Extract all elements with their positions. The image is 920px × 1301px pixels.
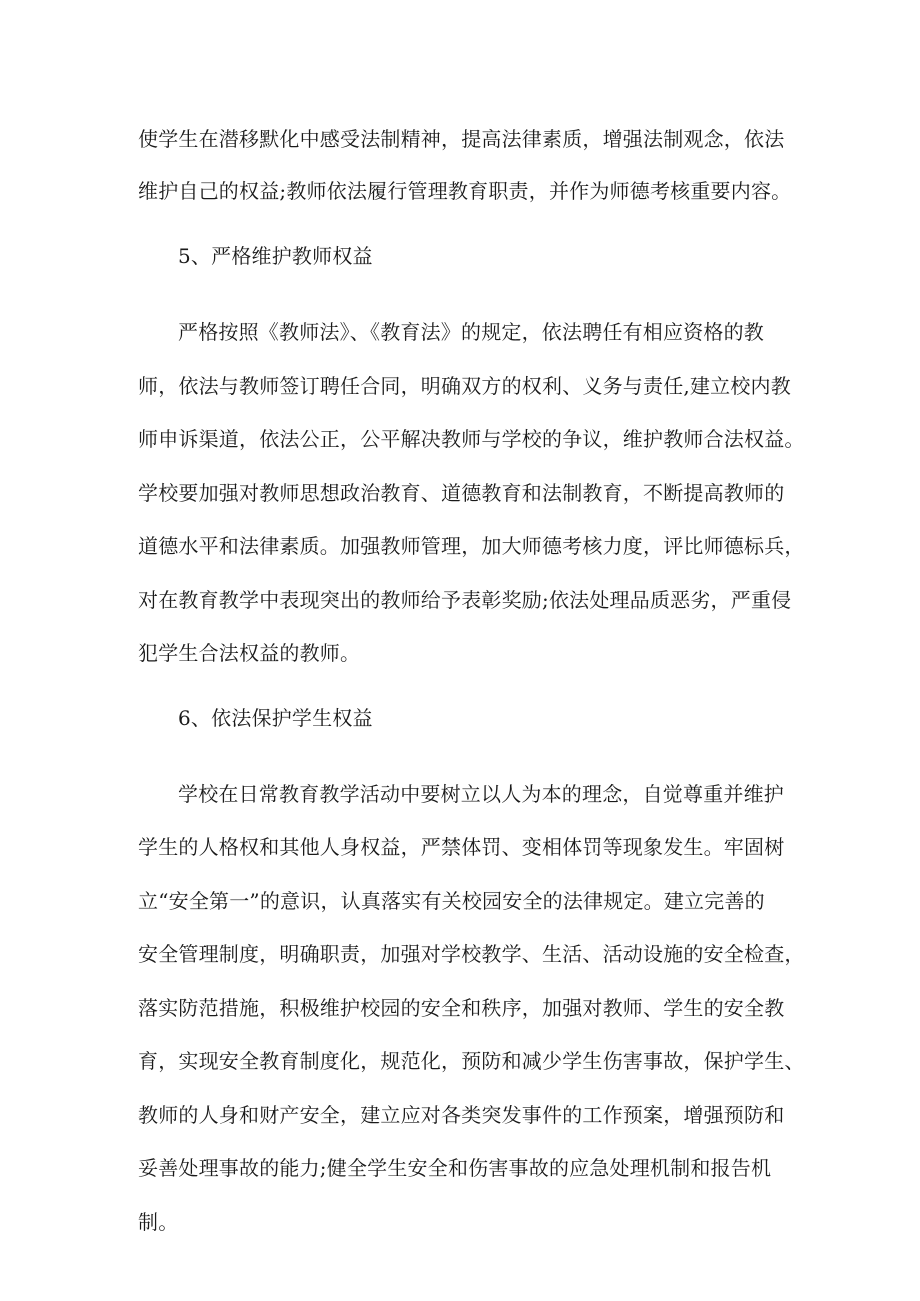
section-5-line-1: 严格按照《教师法》、《教育法》的规定，依法聘任有相应资格的教 [178, 320, 764, 344]
section-6-line-3: 立“安全第一”的意识，认真落实有关校园安全的法律规定。建立完善的 [138, 889, 765, 913]
section-5-line-5: 道德水平和法律素质。加强教师管理，加大师德考核力度，评比师德标兵， [138, 534, 805, 558]
section-5-line-4: 学校要加强对教师思想政治教育、道德教育和法制教育，不断提高教师的 [138, 481, 785, 505]
intro-line-1: 使学生在潜移默化中感受法制精神，提高法律素质，增强法制观念，依法 [138, 127, 785, 151]
section-6-line-5: 落实防范措施，积极维护校园的安全和秩序，加强对教师、学生的安全教 [138, 996, 785, 1020]
section-6-line-1: 学校在日常教育教学活动中要树立以人为本的理念，自觉尊重并维护 [178, 782, 784, 806]
section-6-line-4: 安全管理制度，明确职责，加强对学校教学、生活、活动设施的安全检查， [138, 942, 805, 966]
section-6-line-9: 制。 [138, 1210, 179, 1234]
section-5-line-2: 师，依法与教师签订聘任合同，明确双方的权利、义务与责任,建立校内教 [138, 374, 791, 398]
section-5-line-6: 对在教育教学中表现突出的教师给予表彰奖励;依法处理品质恶劣，严重侵 [138, 588, 792, 612]
section-6-line-6: 育，实现安全教育制度化，规范化，预防和减少学生伤害事故，保护学生、 [138, 1049, 805, 1073]
section-5-line-3: 师申诉渠道，依法公正，公平解决教师与学校的争议，维护教师合法权益。 [138, 427, 805, 451]
section-6-line-7: 教师的人身和财产安全，建立应对各类突发事件的工作预案，增强预防和 [138, 1103, 785, 1127]
section-5-line-7: 犯学生合法权益的教师。 [138, 641, 361, 665]
section-5-heading: 5、严格维护教师权益 [178, 244, 373, 268]
section-6-line-2: 学生的人格权和其他人身权益，严禁体罚、变相体罚等现象发生。牢固树 [138, 835, 785, 859]
intro-line-2: 维护自己的权益;教师依法履行管理教育职责，并作为师德考核重要内容。 [138, 179, 792, 203]
section-6-line-8: 妥善处理事故的能力;健全学生安全和伤害事故的应急处理机制和报告机 [138, 1156, 772, 1180]
section-6-heading: 6、依法保护学生权益 [178, 706, 373, 730]
